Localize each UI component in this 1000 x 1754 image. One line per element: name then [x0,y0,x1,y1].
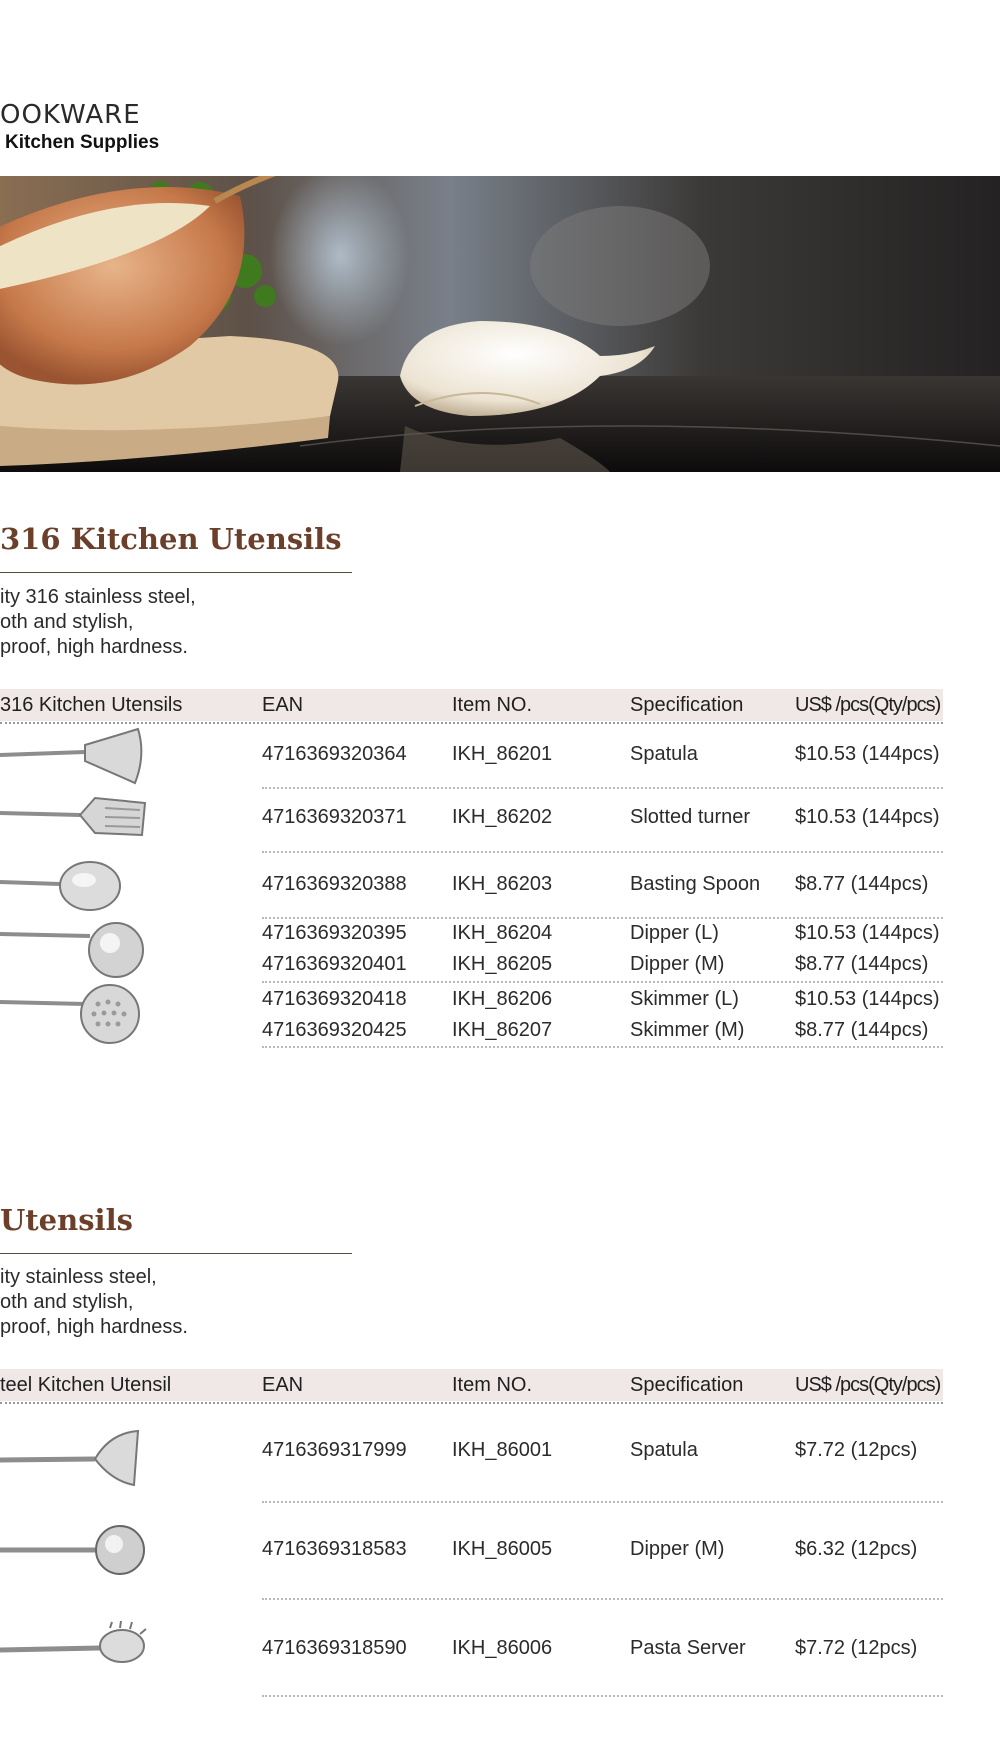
description-line: proof, high hardness. [0,1316,188,1338]
row-divider [262,1046,943,1048]
price-cell: $7.72 (12pcs) [795,1637,918,1659]
catalog-subcategory: Kitchen Supplies [5,132,160,153]
description-line: oth and stylish, [0,611,134,633]
description-line: oth and stylish, [0,1291,134,1313]
row-divider [262,981,943,983]
ean-cell: 4716369317999 [262,1439,407,1461]
spatula-image [0,1425,150,1491]
column-header-specification: Specification [630,694,744,716]
item-no-cell: IKH_86001 [452,1439,553,1461]
row-divider [262,1695,943,1697]
row-divider [262,787,943,789]
specification-cell: Skimmer (L) [630,988,739,1010]
price-cell: $10.53 (144pcs) [795,743,940,765]
pasta-server-image [0,1620,150,1676]
specification-cell: Dipper (L) [630,922,719,944]
kitchen-banner-photo [0,176,1000,472]
price-cell: $8.77 (144pcs) [795,873,929,895]
column-header-product: teel Kitchen Utensil [0,1374,172,1396]
ean-cell: 4716369320388 [262,873,407,895]
specification-cell: Spatula [630,743,698,765]
catalog-category-title: OOKWARE [0,100,141,130]
specification-cell: Basting Spoon [630,873,761,895]
column-header-ean: EAN [262,1374,304,1396]
section-divider [0,1253,352,1254]
item-no-cell: IKH_86205 [452,953,553,975]
item-no-cell: IKH_86204 [452,922,553,944]
item-no-cell: IKH_86005 [452,1538,553,1560]
item-no-cell: IKH_86202 [452,806,553,828]
price-cell: $10.53 (144pcs) [795,988,940,1010]
basting-spoon-image [0,858,150,914]
section-description [0,585,196,660]
dipper-image [0,1522,150,1578]
ean-cell: 4716369320418 [262,988,407,1010]
header-divider [0,722,943,724]
row-divider [262,1598,943,1600]
dipper-image [0,918,150,980]
price-cell: $8.77 (144pcs) [795,1019,929,1041]
row-divider [262,851,943,853]
item-no-cell: IKH_86206 [452,988,553,1010]
ean-cell: 4716369318590 [262,1637,407,1659]
specification-cell: Spatula [630,1439,698,1461]
item-no-cell: IKH_86006 [452,1637,553,1659]
description-line: proof, high hardness. [0,636,188,658]
section-description [0,1265,188,1340]
item-no-cell: IKH_86203 [452,873,553,895]
item-no-cell: IKH_86207 [452,1019,553,1041]
ean-cell: 4716369320371 [262,806,407,828]
column-header-item-no: Item NO. [452,1374,533,1396]
column-header-price: US$ /pcs(Qty/pcs) [795,694,941,716]
ean-cell: 4716369320425 [262,1019,407,1041]
price-cell: $10.53 (144pcs) [795,922,940,944]
specification-cell: Pasta Server [630,1637,746,1659]
specification-cell: Skimmer (M) [630,1019,745,1041]
description-line: ity 316 stainless steel, [0,586,196,608]
header-divider [0,1402,943,1404]
ean-cell: 4716369320395 [262,922,407,944]
price-cell: $10.53 (144pcs) [795,806,940,828]
price-cell: $7.72 (12pcs) [795,1439,918,1461]
spatula-image [0,725,150,785]
section-divider [0,572,352,573]
specification-cell: Dipper (M) [630,1538,725,1560]
specification-cell: Dipper (M) [630,953,725,975]
ean-cell: 4716369318583 [262,1538,407,1560]
row-divider [262,1501,943,1503]
ean-cell: 4716369320364 [262,743,407,765]
price-cell: $8.77 (144pcs) [795,953,929,975]
description-line: ity stainless steel, [0,1266,157,1288]
section-title: Utensils [0,1203,133,1237]
column-header-price: US$ /pcs(Qty/pcs) [795,1374,941,1396]
column-header-ean: EAN [262,694,304,716]
section-title: 316 Kitchen Utensils [0,522,342,556]
slotted-turner-image [0,793,150,843]
specification-cell: Slotted turner [630,806,751,828]
ean-cell: 4716369320401 [262,953,407,975]
skimmer-image [0,982,150,1046]
row-divider [262,917,943,919]
column-header-item-no: Item NO. [452,694,533,716]
column-header-specification: Specification [630,1374,744,1396]
price-cell: $6.32 (12pcs) [795,1538,918,1560]
column-header-product: 316 Kitchen Utensils [0,694,183,716]
item-no-cell: IKH_86201 [452,743,553,765]
